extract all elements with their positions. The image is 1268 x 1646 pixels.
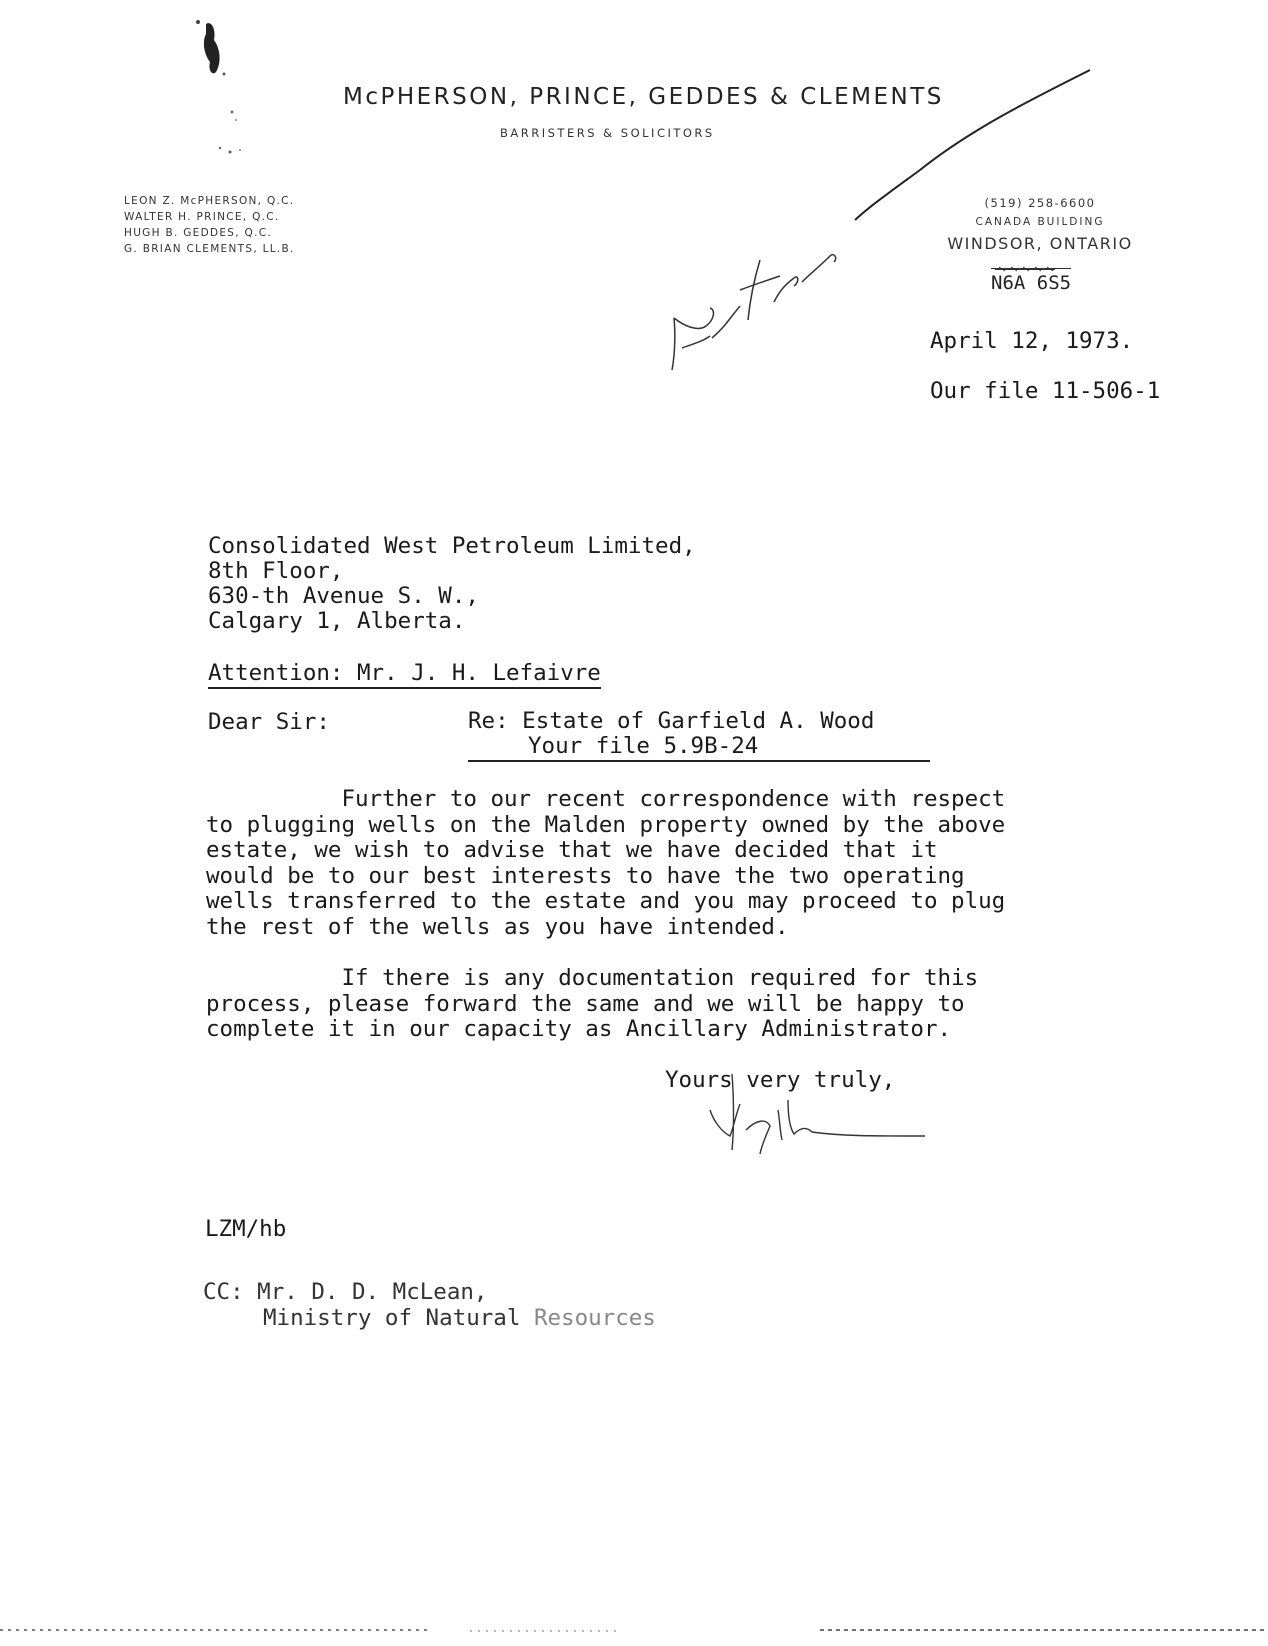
partner-name: HUGH B. GEDDES, Q.C.: [124, 227, 273, 239]
subject-line: Re: Estate of Garfield A. Wood: [468, 708, 875, 734]
ink-blot: [190, 18, 240, 78]
closing: Yours very truly,: [665, 1067, 896, 1093]
cc-organization-text: Ministry of Natural: [263, 1305, 534, 1331]
partner-name: G. BRIAN CLEMENTS, LL.B.: [124, 243, 295, 255]
carbon-copy: [203, 1279, 656, 1331]
subject-block: [468, 709, 874, 759]
partner-list: [124, 193, 295, 257]
scan-noise: [0, 1624, 1268, 1638]
firm-building: CANADA BUILDING: [975, 216, 1105, 228]
attention-line: Attention: Mr. J. H. Lefaivre: [208, 660, 601, 689]
subject-underline: [468, 760, 930, 762]
firm-tagline: BARRISTERS & SOLICITORS: [500, 126, 715, 140]
address-line: Calgary 1, Alberta.: [208, 608, 466, 634]
partner-name: WALTER H. PRINCE, Q.C.: [124, 211, 280, 223]
subject-file-line: Your file 5.9B-24: [528, 733, 759, 759]
firm-city: WINDSOR, ONTARIO: [947, 234, 1133, 253]
salutation: Dear Sir:: [208, 709, 330, 735]
recipient-address: [208, 534, 696, 634]
letter-date: April 12, 1973.: [930, 328, 1134, 354]
firm-name: McPHERSON, PRINCE, GEDDES & CLEMENTS: [343, 84, 944, 110]
address-line: Consolidated West Petroleum Limited,: [208, 533, 696, 559]
specks: [200, 100, 260, 160]
cc-organization-faded: Resources: [533, 1305, 656, 1331]
firm-phone: (519) 258-6600: [984, 196, 1096, 210]
our-file-reference: Our file 11-506-1: [930, 378, 1161, 404]
signature: [700, 1070, 930, 1170]
address-line: 8th Floor,: [208, 558, 344, 584]
address-line: 630-th Avenue S. W.,: [208, 583, 479, 609]
cc-organization: [203, 1305, 656, 1331]
partner-name: LEON Z. McPHERSON, Q.C.: [124, 195, 295, 207]
typist-initials: LZM/hb: [205, 1216, 287, 1242]
cc-recipient: CC: Mr. D. D. McLean,: [203, 1279, 488, 1305]
postal-code: N6A 6S5: [991, 268, 1071, 294]
body-paragraph: If there is any documentation required for this process, please forward the same and we will be happy to complete it in our capacity as Ancillary Administrator.: [206, 965, 979, 1042]
body-paragraph: Further to our recent correspondence with respect to plugging wells on the Malden property owned by the above estate, we wish to advise that we have decided that it would be to our best interests to have the two operating wells transferred to the estate and you may proceed to plug the rest of the wells as you have intended.: [206, 786, 1006, 940]
